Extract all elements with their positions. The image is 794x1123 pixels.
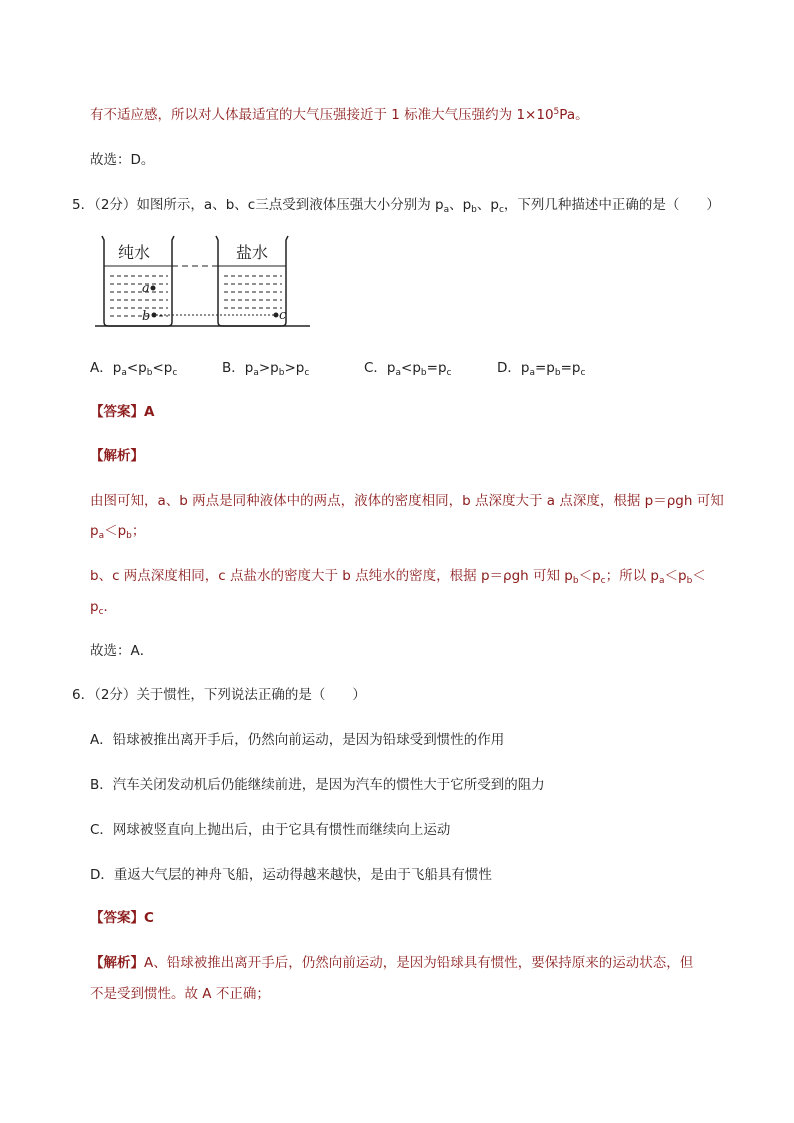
relation: < (126, 360, 139, 376)
point-b-label: b (142, 309, 151, 324)
option-letter: C．p (364, 360, 396, 376)
sub-b: b (572, 576, 579, 586)
sub-b: b (278, 368, 285, 378)
sub-c: c (98, 607, 104, 617)
salt-water-label: 盐水 (236, 243, 269, 262)
q6-points: （2分） (94, 687, 137, 703)
prev-choice: 故选：D。 (90, 152, 155, 168)
q5-analysis-line1: 由图可知，a、b 两点是同种液体中的两点，液体的密度相同，b 点深度大于 a 点深度，根据 p＝ρgh 可知 (90, 493, 724, 509)
sub-c: c (600, 576, 606, 586)
q5-choice: 故选：A． (90, 643, 154, 659)
text: ＜ (692, 568, 706, 584)
q5-option-d[interactable]: D．$p_a=p_b=p_c$ (497, 360, 586, 378)
text: ＜p (664, 568, 687, 584)
q6-option-c[interactable]: C．网球被竖直向上抛出后，由于它具有惯性而继续向上运动 (90, 822, 451, 838)
relation: < (152, 360, 164, 376)
text: b、c 两点深度相同，c 点盐水的密度大于 b 点纯水的密度，根据 p＝ρgh 可知 p (90, 568, 573, 584)
q5-stem (72, 193, 720, 213)
q5-stem-end: ，下列几种描述中正确的是（ ） (503, 197, 720, 213)
sub-a: a (98, 531, 105, 541)
sub-c: c (498, 205, 504, 215)
sub-c: c (172, 368, 178, 378)
point-c (274, 313, 279, 318)
text: p (90, 523, 99, 539)
sub-a: a (395, 368, 402, 378)
q5-option-a[interactable]: A．$p_a<p_b<p_c$ (90, 360, 178, 378)
unit-text: Pa。 (559, 107, 589, 123)
relation: > (284, 360, 296, 376)
text: ＜p (578, 568, 601, 584)
exponent: 5 (553, 107, 560, 117)
option-letter: D．p (497, 360, 530, 376)
analysis-text: A、铅球被推出离开手后，仍然向前运动，是因为铅球具有惯性，要保持原来的运动状态，但 (144, 955, 694, 971)
q6-stem-text: 关于惯性，下列说法正确的是（ ） (136, 687, 366, 703)
sub-b: b (126, 531, 132, 541)
sub-c: c (580, 368, 586, 378)
q5-analysis-line4 (90, 595, 117, 615)
point-b (152, 313, 157, 318)
q6-option-b[interactable]: B．汽车关闭发动机后仍能继续前进，是因为汽车的惯性大于它所受到的阻力 (90, 777, 545, 793)
q5-stem-text: 如图所示，a、b、c三点受到液体压强大小分别为 p (136, 197, 444, 213)
q6-option-d[interactable]: D．重返大气层的神舟飞船，运动得越来越快，是由于飞船具有惯性 (90, 867, 492, 883)
q5-stem-sep: 、p (449, 197, 472, 213)
answer-tag: 【答案】 (90, 404, 144, 420)
q6-stem (72, 683, 366, 703)
relation: = (426, 360, 438, 376)
sub-b: b (554, 368, 561, 378)
q5-points: （2分） (94, 197, 137, 213)
relation: = (534, 360, 547, 376)
sub-a: a (529, 368, 535, 378)
sub-a: a (443, 205, 450, 215)
answer-tag: 【答案】 (90, 910, 144, 926)
sub-c: c (304, 368, 310, 378)
q6-analysis-line2: 不是受到惯性。故 A 不正确； (90, 986, 270, 1002)
q6-number: 6． (72, 687, 95, 703)
relation: > (258, 360, 271, 376)
relation: = (560, 360, 572, 376)
q6-analysis-line1 (90, 951, 693, 971)
q5-option-b[interactable]: B．$p_a>p_b>p_c$ (222, 360, 310, 378)
q5-analysis-tag: 【解析】 (90, 448, 144, 464)
relation: < (401, 360, 413, 376)
sub-b: b (471, 205, 477, 215)
point-a (151, 286, 156, 291)
sub-b: b (686, 576, 693, 586)
sub-b: b (420, 368, 427, 378)
answer-value: C (144, 910, 154, 926)
prev-explanation-line (90, 103, 589, 123)
text: ． (103, 599, 118, 615)
text: ； (131, 523, 146, 539)
q5-option-c[interactable]: C．$p_a<p_b=p_c$ (364, 360, 452, 378)
sub-a: a (253, 368, 259, 378)
text: p (90, 599, 99, 615)
pure-water-beaker (102, 236, 174, 326)
q5-answer (90, 400, 154, 420)
text: ＜p (104, 523, 127, 539)
q5-analysis-line2 (90, 519, 145, 539)
q5-analysis-line3 (90, 564, 706, 584)
sub-a: a (658, 576, 665, 586)
prev-explanation-text: 有不适应感，所以对人体最适宜的大气压强接近于 1 标准大气压强约为 1×10 (90, 107, 554, 123)
pure-water-label: 纯水 (118, 243, 151, 262)
salt-water-beaker (216, 236, 288, 326)
q5-number: 5． (72, 197, 95, 213)
option-letter: A．p (90, 360, 122, 376)
sub-a: a (121, 368, 127, 378)
analysis-tag: 【解析】 (90, 955, 144, 971)
q6-option-a[interactable]: A．铅球被推出离开手后，仍然向前运动，是因为铅球受到惯性的作用 (90, 732, 505, 748)
point-c-label: c (279, 308, 287, 323)
option-letter: B．p (222, 360, 254, 376)
text: ；所以 p (605, 568, 659, 584)
answer-value: A (144, 404, 155, 420)
sub-c: c (446, 368, 452, 378)
q5-stem-sep2: 、p (476, 197, 499, 213)
sub-b: b (146, 368, 153, 378)
q5-beaker-figure (90, 230, 320, 330)
q6-answer (90, 906, 154, 926)
point-a-label: a (142, 281, 150, 296)
